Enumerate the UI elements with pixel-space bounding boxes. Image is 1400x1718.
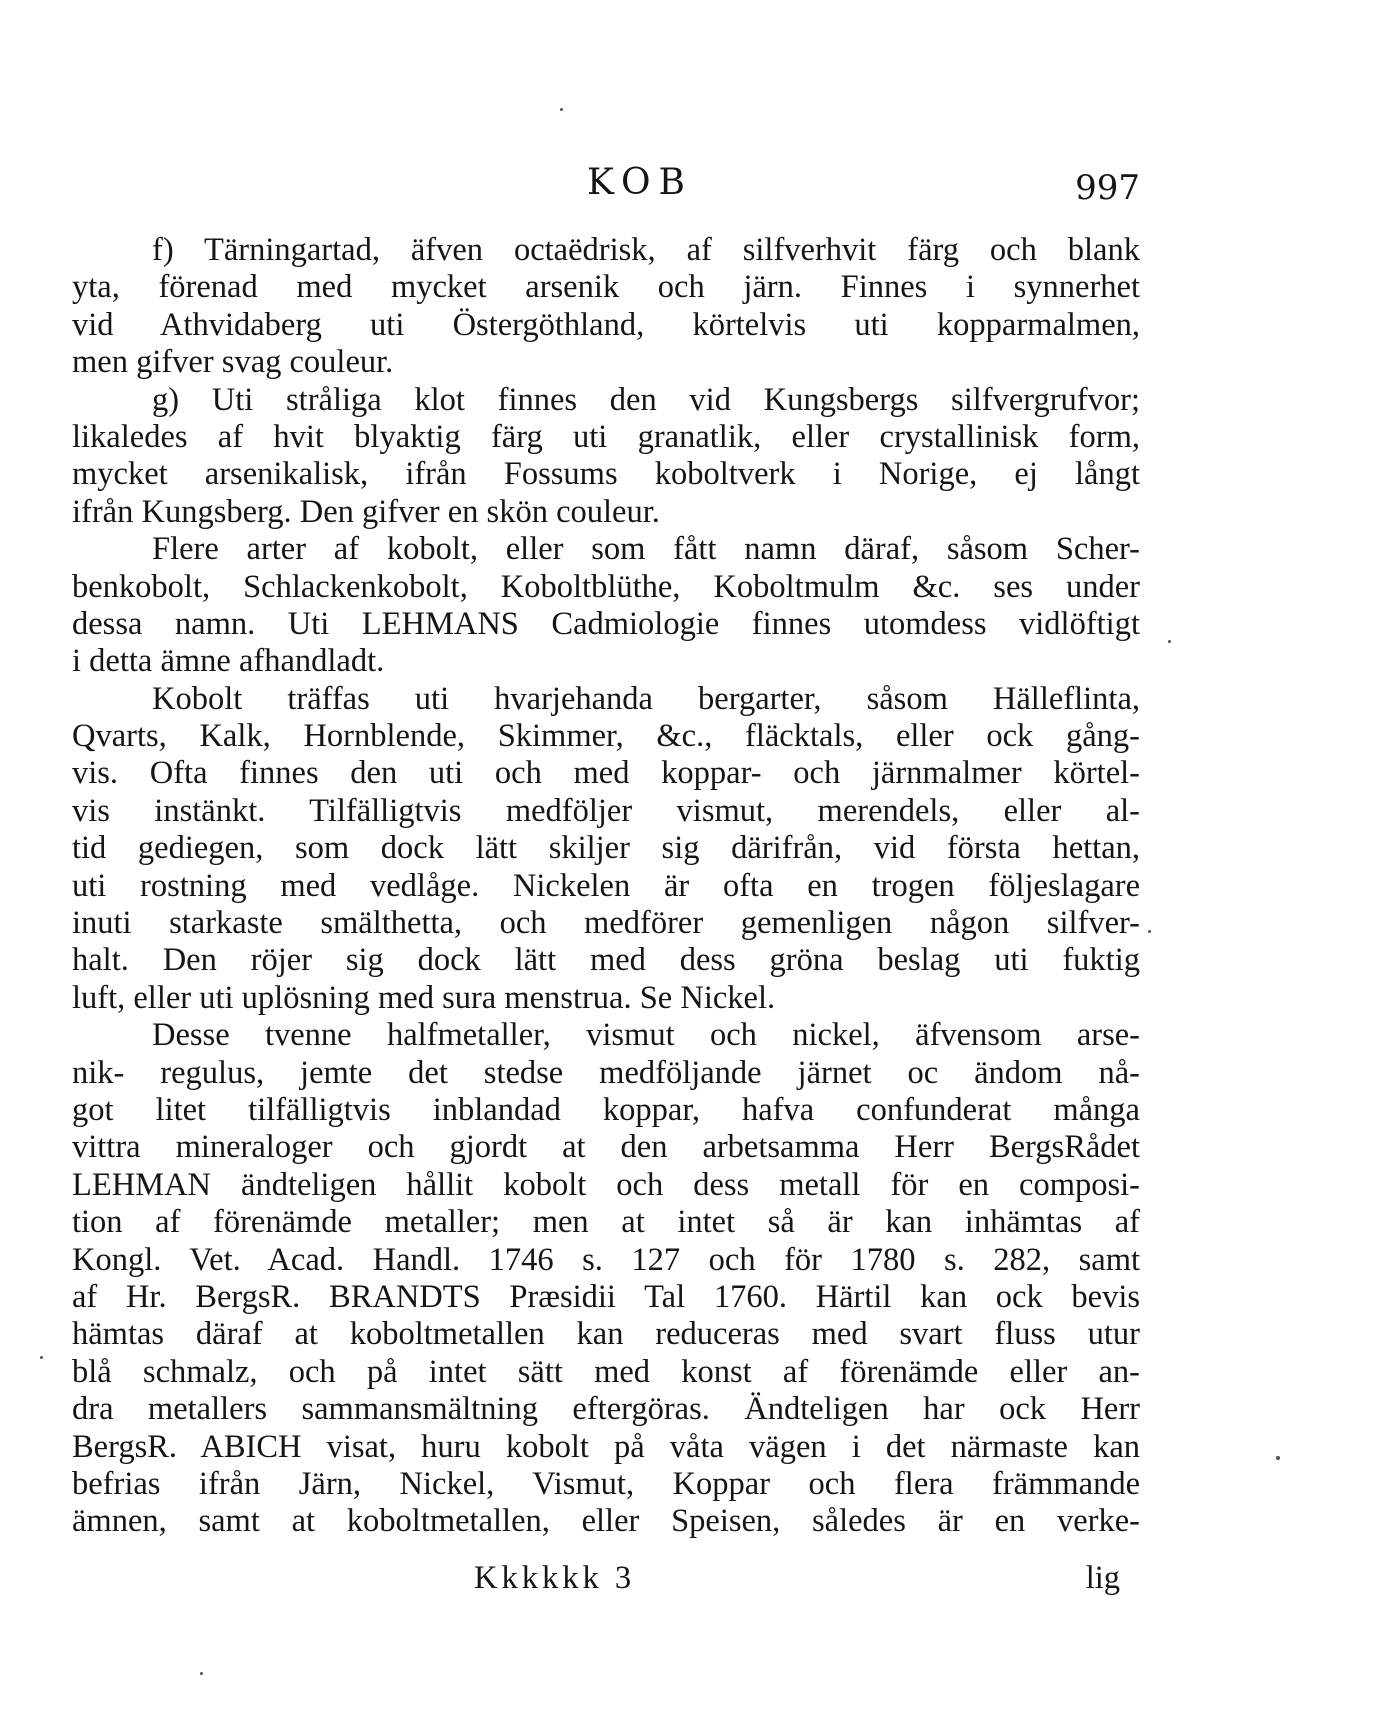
page-footer bbox=[72, 1560, 1120, 1600]
body-text bbox=[72, 232, 1140, 1541]
text-line: luft, eller uti uplösning med sura menstrua. Se Nickel. bbox=[72, 979, 776, 1016]
text-line: vittra mineraloger och gjordt at den arbetsamma Herr BergsRådet bbox=[72, 1129, 1140, 1166]
text-line: men gifver svag couleur. bbox=[72, 344, 394, 381]
page-number: 997 bbox=[1075, 168, 1140, 208]
catchword: lig bbox=[1085, 1560, 1120, 1596]
page-header bbox=[70, 162, 1140, 208]
text-line: g) Uti stråliga klot finnes den vid Kungsbergs silfvergrufvor; bbox=[152, 381, 1140, 418]
text-line: yta, förenad med mycket arsenik och järn. Finnes i synnerhet bbox=[72, 269, 1140, 306]
text-line: f) Tärningartad, äfven octaëdrisk, af silfverhvit färg och blank bbox=[152, 232, 1140, 268]
text-line: vid Athvidaberg uti Östergöthland, körtelvis uti kopparmalmen, bbox=[72, 306, 1140, 343]
text-line: vis. Ofta finnes den uti och med koppar- och järnmalmer körtel- bbox=[72, 755, 1140, 792]
text-line: LEHMAN ändteligen hållit kobolt och dess metall för en composi- bbox=[72, 1166, 1140, 1203]
text-line: Qvarts, Kalk, Hornblende, Skimmer, &c., fläcktals, eller ock gång- bbox=[72, 718, 1140, 755]
text-line: Kobolt träffas uti hvarjehanda bergarter, såsom Hälleflinta, bbox=[152, 680, 1140, 717]
text-line: dra metallers sammansmältning eftergöras. Ändteligen har ock Herr bbox=[72, 1391, 1140, 1428]
text-line: BergsR. ABICH visat, huru kobolt på våta vägen i det närmaste kan bbox=[72, 1428, 1140, 1465]
text-line: got litet tilfälligtvis inblandad koppar, hafva confunderat många bbox=[72, 1091, 1140, 1128]
text-line: mycket arsenikalisk, ifrån Fossums koboltverk i Norige, ej långt bbox=[72, 456, 1140, 493]
text-line: i detta ämne afhandladt. bbox=[72, 643, 385, 680]
text-line: af Hr. BergsR. BRANDTS Præsidii Tal 1760. Härtil kan ock bevis bbox=[72, 1278, 1140, 1315]
text-line: blå schmalz, och på intet sätt med konst af förenämde eller an- bbox=[72, 1353, 1140, 1390]
text-line: Kongl. Vet. Acad. Handl. 1746 s. 127 och för 1780 s. 282, samt bbox=[72, 1241, 1140, 1278]
text-line: ifrån Kungsberg. Den gifver en skön couleur. bbox=[72, 493, 660, 530]
text-line: inuti starkaste smälthetta, och medförer gemenligen någon silfver- bbox=[72, 905, 1140, 942]
text-line: halt. Den röjer sig dock lätt med dess gröna beslag uti fuktig bbox=[72, 942, 1140, 979]
text-line: uti rostning med vedlåge. Nickelen är ofta en trogen följeslagare bbox=[72, 867, 1140, 904]
scan-speck bbox=[40, 1356, 43, 1359]
text-line: benkobolt, Schlackenkobolt, Koboltblüthe, Koboltmulm &c. ses under bbox=[72, 568, 1140, 605]
text-line: Flere arter af kobolt, eller som fått namn däraf, såsom Scher- bbox=[152, 531, 1140, 568]
scan-speck bbox=[200, 1672, 203, 1675]
text-line: tion af förenämde metaller; men at intet så är kan inhämtas af bbox=[72, 1204, 1140, 1241]
scan-speck bbox=[1168, 640, 1171, 643]
text-line: ämnen, samt at koboltmetallen, eller Speisen, således är en verke- bbox=[72, 1503, 1140, 1540]
scan-speck bbox=[1276, 1456, 1280, 1460]
running-head: KOB bbox=[587, 162, 693, 203]
text-line: Desse tvenne halfmetaller, vismut och nickel, äfvensom arse- bbox=[152, 1017, 1140, 1054]
text-line: tid gediegen, som dock lätt skiljer sig därifrån, vid första hettan, bbox=[72, 830, 1140, 867]
text-line: nik- regulus, jemte det stedse medföljande järnet oc ändom nå- bbox=[72, 1054, 1140, 1091]
text-line: hämtas däraf at koboltmetallen kan reduceras med svart fluss utur bbox=[72, 1316, 1140, 1353]
text-line: dessa namn. Uti LEHMANS Cadmiologie finnes utomdess vidlöftigt bbox=[72, 605, 1140, 642]
text-line: befrias ifrån Järn, Nickel, Vismut, Koppar och flera främmande bbox=[72, 1465, 1140, 1502]
scan-speck bbox=[560, 108, 563, 111]
text-line: vis instänkt. Tilfälligtvis medföljer vismut, merendels, eller al- bbox=[72, 792, 1140, 829]
text-line: likaledes af hvit blyaktig färg uti granatlik, eller crystallinisk form, bbox=[72, 418, 1140, 455]
signature-mark: Kkkkkk 3 bbox=[474, 1560, 636, 1596]
scan-speck bbox=[1148, 930, 1151, 933]
